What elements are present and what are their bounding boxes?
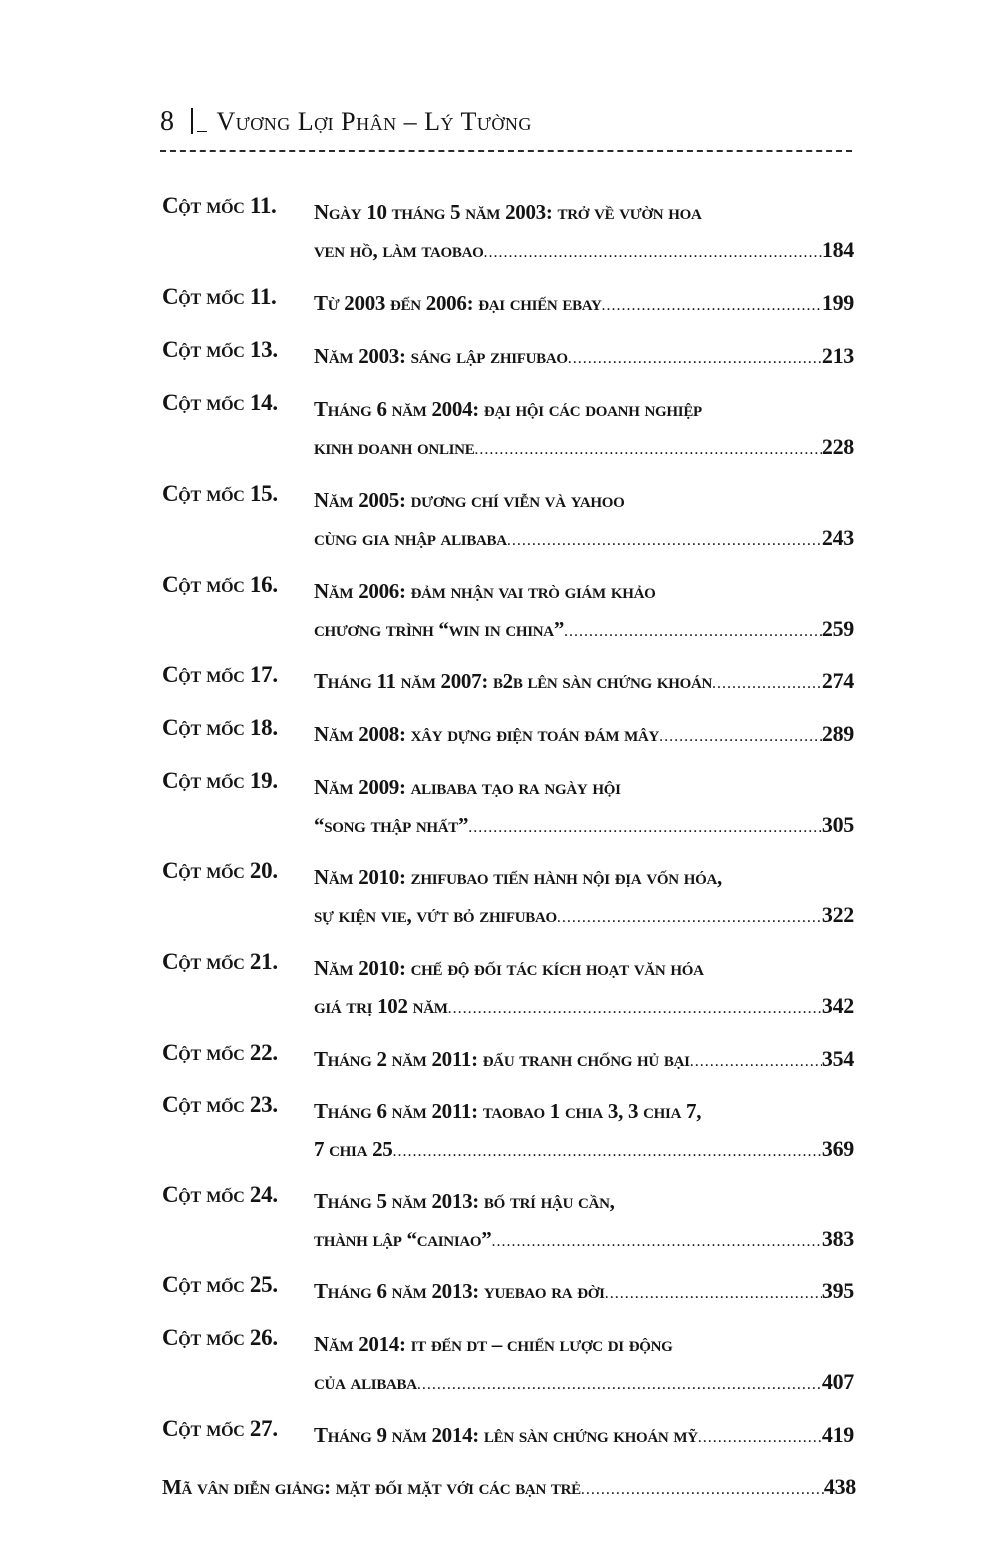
toc-entry-title-text: sự kiện vie, vứt bỏ zhifubao	[314, 903, 557, 927]
dot-leader	[468, 809, 822, 844]
toc-entry-title-text: Từ 2003 đến 2006: đại chiến ebay	[314, 291, 602, 315]
toc-entry-label: Cột mốc 13.	[162, 337, 278, 362]
dot-leader	[581, 1471, 824, 1506]
toc-entry-title	[314, 1182, 854, 1258]
page-number: 8	[160, 106, 175, 137]
dot-leader	[605, 1275, 822, 1310]
toc-entry-title-line: Tháng 5 năm 2013: bố trí hậu cần,	[314, 1189, 615, 1213]
toc-entry-page-number: 322	[821, 902, 854, 927]
toc-entry-title-line	[314, 806, 854, 844]
toc-entry-title	[314, 1040, 854, 1078]
toc-entry-page-number: 243	[821, 525, 854, 550]
dashed-divider	[160, 150, 852, 152]
dot-leader	[568, 340, 822, 375]
toc-entry[interactable]	[162, 768, 856, 844]
toc-entry-title	[162, 1468, 856, 1506]
toc-entry-page-number: 342	[821, 993, 854, 1018]
toc-entry[interactable]	[162, 1416, 856, 1454]
toc-entry-page-number: 419	[821, 1422, 854, 1447]
toc-entry-label: Cột mốc 24.	[162, 1182, 278, 1207]
toc-entry-page-number: 354	[821, 1046, 854, 1071]
toc-entry[interactable]	[162, 1092, 856, 1168]
toc-entry-title-line	[314, 1363, 854, 1401]
toc-entry-page-number: 259	[821, 616, 854, 641]
toc-entry-title	[314, 949, 854, 1025]
table-of-contents	[162, 193, 856, 1506]
toc-entry-title-line	[314, 428, 854, 466]
toc-entry-page-number: 395	[821, 1278, 854, 1303]
toc-entry-title	[314, 1416, 854, 1454]
toc-entry-page-number: 369	[821, 1136, 854, 1161]
toc-entry-page-number: 199	[821, 290, 854, 315]
toc-entry-title	[314, 1272, 854, 1310]
toc-entry-title-line	[314, 987, 854, 1025]
toc-entry-title-text: chương trình “win in china”	[314, 617, 565, 641]
toc-entry-title-line	[314, 337, 854, 375]
toc-entry-label: Cột mốc 15.	[162, 481, 278, 506]
toc-entry-title-text: cùng gia nhập alibaba	[314, 526, 507, 550]
toc-entry-page-number: 228	[821, 434, 854, 459]
toc-entry-title-text: Tháng 11 năm 2007: b2b lên sàn chứng khoán	[314, 669, 713, 693]
toc-entry-title-line: Năm 2010: zhifubao tiến hành nội địa vốn hóa,	[314, 865, 722, 889]
toc-entry-page-number: 289	[821, 721, 854, 746]
toc-entry[interactable]	[162, 1272, 856, 1310]
toc-entry-page-number: 213	[821, 343, 854, 368]
toc-entry-title-text: Năm 2003: sáng lập zhifubao	[314, 344, 568, 368]
running-head	[160, 104, 860, 144]
toc-entry[interactable]	[162, 662, 856, 700]
toc-entry-title	[314, 572, 854, 648]
toc-entry-title-text: thành lập “cainiao”	[314, 1227, 492, 1251]
toc-entry-page-number: 184	[821, 237, 854, 262]
toc-entry-title-text: 7 chia 25	[314, 1137, 393, 1161]
toc-entry-title-line	[314, 1416, 854, 1454]
toc-entry[interactable]	[162, 481, 856, 557]
toc-entry-label: Cột mốc 25.	[162, 1272, 278, 1297]
toc-entry[interactable]	[162, 337, 856, 375]
toc-entry-title-text: “song thập nhất”	[314, 813, 469, 837]
toc-entry-title-line	[314, 1040, 854, 1078]
toc-entry-label: Cột mốc 11.	[162, 193, 277, 218]
toc-entry-title-line: Năm 2009: alibaba tạo ra ngày hội	[314, 775, 621, 799]
toc-entry-title-text: Tháng 6 năm 2013: yuebao ra đời	[314, 1279, 605, 1303]
toc-entry-title	[314, 1092, 854, 1168]
toc-entry-title-line: Ngày 10 tháng 5 năm 2003: trở về vườn hoa	[314, 200, 702, 224]
toc-entry-title-line: Năm 2010: chế độ đối tác kích hoạt văn hóa	[314, 956, 704, 980]
dot-leader	[690, 1043, 822, 1078]
toc-entry-title	[314, 390, 854, 466]
toc-entry-label: Cột mốc 18.	[162, 715, 278, 740]
toc-entry-title	[314, 715, 854, 753]
toc-entry-title-line: Năm 2006: đảm nhận vai trò giám khảo	[314, 579, 656, 603]
toc-entry-label: Cột mốc 16.	[162, 572, 278, 597]
toc-entry-title	[314, 337, 854, 375]
toc-entry-label: Cột mốc 21.	[162, 949, 278, 974]
dot-leader	[417, 1366, 822, 1401]
dot-leader	[712, 665, 822, 700]
toc-entry-final[interactable]	[162, 1468, 856, 1506]
toc-entry-page-number: 383	[821, 1226, 854, 1251]
toc-entry-title-text: Tháng 2 năm 2011: đấu tranh chống hủ bại	[314, 1047, 690, 1071]
toc-entry[interactable]	[162, 1182, 856, 1258]
toc-entry-title-line	[314, 519, 854, 557]
toc-entry-page-number: 407	[821, 1369, 854, 1394]
toc-entry[interactable]	[162, 715, 856, 753]
dot-leader	[564, 613, 822, 648]
running-head-title: Vương Lợi Phân – Lý Tường	[216, 107, 532, 136]
toc-entry[interactable]	[162, 949, 856, 1025]
toc-entry-title-text: của alibaba	[314, 1370, 417, 1394]
dot-leader	[491, 1223, 821, 1258]
toc-entry-title	[314, 284, 854, 322]
toc-entry-title-text: giá trị 102 năm	[314, 994, 448, 1018]
dot-leader	[557, 899, 822, 934]
toc-entry-label: Cột mốc 20.	[162, 858, 278, 883]
dot-leader	[507, 522, 822, 557]
toc-entry-title	[314, 858, 854, 934]
toc-entry-title	[314, 662, 854, 700]
toc-entry-title-text: kinh doanh online	[314, 435, 475, 459]
toc-entry-label: Cột mốc 22.	[162, 1040, 278, 1065]
toc-entry-page-number: 305	[821, 812, 854, 837]
toc-entry-title	[314, 193, 854, 269]
dot-leader	[484, 234, 822, 269]
toc-entry-title	[314, 1325, 854, 1401]
toc-entry-label: Cột mốc 14.	[162, 390, 278, 415]
toc-entry-title-line	[314, 1220, 854, 1258]
header-separator-underline	[197, 131, 207, 132]
toc-entry-title-line: Năm 2005: dương chí viễn và yahoo	[314, 488, 625, 512]
toc-entry-title-line: Tháng 6 năm 2004: đại hội các doanh nghiệp	[314, 397, 702, 421]
toc-entry-page-number: 438	[823, 1474, 856, 1499]
toc-entry-title-line	[314, 1272, 854, 1310]
toc-entry-title-line: Tháng 6 năm 2011: taobao 1 chia 3, 3 chia 7,	[314, 1099, 702, 1123]
toc-entry[interactable]	[162, 1040, 856, 1078]
dot-leader	[474, 431, 821, 466]
dot-leader	[601, 287, 821, 322]
toc-entry-title-line	[314, 896, 854, 934]
toc-entry[interactable]	[162, 1325, 856, 1401]
toc-entry[interactable]	[162, 390, 856, 466]
toc-entry-title-line	[162, 1468, 856, 1506]
toc-entry-label: Cột mốc 11.	[162, 284, 277, 309]
toc-entry-label: Cột mốc 19.	[162, 768, 278, 793]
toc-entry[interactable]	[162, 858, 856, 934]
toc-entry-title-line	[314, 610, 854, 648]
toc-entry-title-text: ven hồ, làm taobao	[314, 238, 484, 262]
header-separator-bar	[191, 108, 193, 134]
toc-entry-title-line	[314, 1130, 854, 1168]
toc-entry[interactable]	[162, 284, 856, 322]
dot-leader	[448, 990, 822, 1025]
toc-entry-label: Cột mốc 17.	[162, 662, 278, 687]
toc-entry-title-text: Mã vân diễn giảng: mặt đối mặt với các bạn trẻ	[162, 1475, 581, 1499]
toc-entry-label: Cột mốc 27.	[162, 1416, 278, 1441]
toc-entry-title-line: Năm 2014: it đến dt – chiến lược di động	[314, 1332, 673, 1356]
toc-entry-title-line	[314, 662, 854, 700]
toc-entry-page-number: 274	[821, 668, 854, 693]
dot-leader	[698, 1419, 822, 1454]
dot-leader	[392, 1133, 821, 1168]
toc-entry-title-text: Năm 2008: xây dựng điện toán đám mây	[314, 722, 660, 746]
toc-entry[interactable]	[162, 572, 856, 648]
dot-leader	[659, 718, 822, 753]
toc-entry-title-line	[314, 715, 854, 753]
toc-entry-label: Cột mốc 23.	[162, 1092, 278, 1117]
toc-entry-title	[314, 481, 854, 557]
toc-entry-title-line	[314, 231, 854, 269]
toc-entry-title	[314, 768, 854, 844]
toc-entry-title-text: Tháng 9 năm 2014: lên sàn chứng khoán mỹ	[314, 1423, 698, 1447]
toc-entry-title-line	[314, 284, 854, 322]
toc-entry[interactable]	[162, 193, 856, 269]
toc-entry-label: Cột mốc 26.	[162, 1325, 278, 1350]
